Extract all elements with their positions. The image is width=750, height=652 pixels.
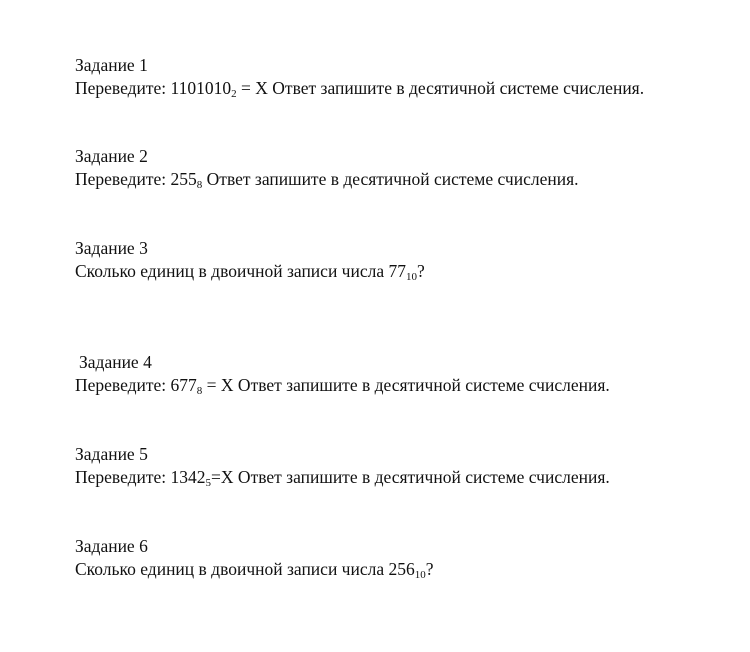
number-base: 10 bbox=[406, 271, 417, 283]
task-number: 77 bbox=[388, 261, 406, 281]
task-number: 255 bbox=[170, 169, 197, 189]
task-title: Задание 4 bbox=[79, 352, 152, 372]
number-base: 8 bbox=[196, 385, 203, 397]
number-base: 10 bbox=[414, 569, 426, 581]
task-suffix: ? bbox=[425, 559, 434, 579]
task-text bbox=[75, 77, 644, 100]
task-4 bbox=[75, 351, 610, 397]
task-number: 256 bbox=[388, 559, 415, 579]
task-suffix: =X Ответ запишите в десятичной системе счисления. bbox=[211, 467, 610, 487]
task-number: 1342 bbox=[170, 467, 206, 487]
task-title: Задание 2 bbox=[75, 146, 148, 166]
number-base: 5 bbox=[205, 477, 212, 489]
task-title: Задание 5 bbox=[75, 444, 148, 464]
task-number: 677 bbox=[170, 375, 197, 395]
task-text bbox=[75, 260, 425, 283]
task-text bbox=[75, 374, 610, 397]
task-1 bbox=[75, 54, 644, 100]
task-text bbox=[75, 558, 434, 581]
task-prefix: Переведите: bbox=[75, 375, 171, 395]
task-2 bbox=[75, 145, 579, 191]
task-suffix: = X Ответ запишите в десятичной системе счисления. bbox=[236, 78, 645, 98]
number-base: 2 bbox=[231, 88, 237, 100]
task-title: Задание 6 bbox=[75, 536, 148, 556]
number-base: 8 bbox=[196, 179, 203, 191]
task-prefix: Переведите: bbox=[75, 169, 171, 189]
task-text bbox=[75, 168, 579, 191]
task-prefix: Переведите: bbox=[75, 467, 171, 487]
task-6 bbox=[75, 535, 434, 581]
task-title: Задание 1 bbox=[75, 55, 148, 75]
task-text bbox=[75, 466, 610, 489]
task-prefix: Сколько единиц в двоичной записи числа bbox=[75, 261, 389, 281]
task-suffix: = X Ответ запишите в десятичной системе счисления. bbox=[202, 375, 610, 395]
task-5 bbox=[75, 443, 610, 489]
task-prefix: Сколько единиц в двоичной записи числа bbox=[75, 559, 389, 579]
task-suffix: ? bbox=[417, 261, 425, 281]
task-title: Задание 3 bbox=[75, 238, 148, 258]
task-number: 1101010 bbox=[170, 78, 232, 98]
task-prefix: Переведите: bbox=[75, 78, 171, 98]
task-3 bbox=[75, 237, 425, 283]
task-suffix: Ответ запишите в десятичной системе счисления. bbox=[202, 169, 579, 189]
